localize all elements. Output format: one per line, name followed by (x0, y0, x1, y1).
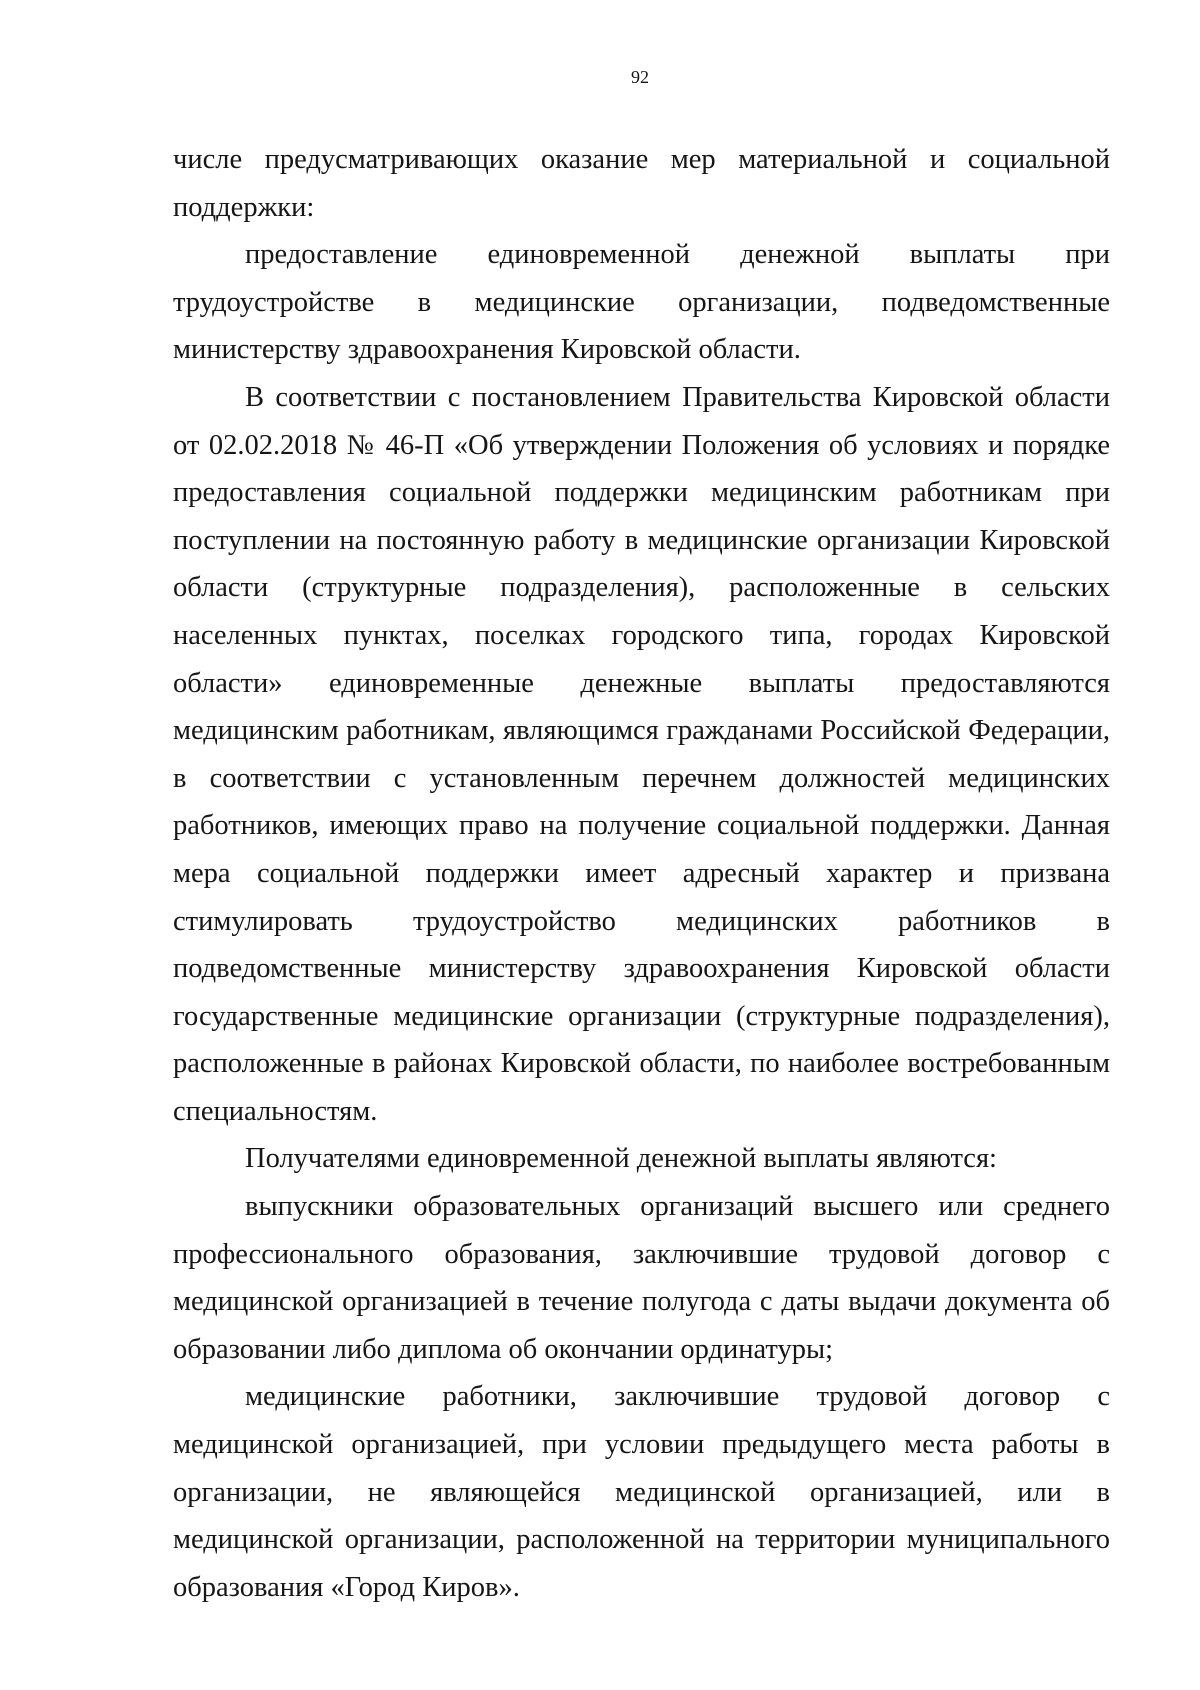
paragraph-payment-provision: предоставление единовременной денежной выплаты при трудоустройстве в медицинские организации, подведомственные министерству здравоохранения Кировской области. (173, 239, 1110, 366)
page-number: 92 (631, 67, 649, 87)
paragraph-medical-workers: медицинские работники, заключившие трудовой договор с медицинской организацией, при условии предыдущего места работы в организации, не являющейся медицинской организацией, или в медицинской организации, расположенной на территории муниципального образования «Город Киров». (173, 1381, 1110, 1603)
paragraph-continuation: числе предусматривающих оказание мер материальной и социальной поддержки: (173, 144, 1110, 223)
paragraph-recipients-intro: Получателями единовременной денежной выплаты являются: (245, 1143, 997, 1175)
paragraph-resolution: В соответствии с постановлением Правительства Кировской области от 02.02.2018 № 46-П «Об утверждении Положения об условиях и порядке предоставления социальной поддержки медицинским работникам при поступлении на постоянную работу в медицинские организации Кировской области (структурные подразделения), расположенные в сельских населенных пунктах, поселках городского типа, городах Кировской области» единовременные денежные выплаты предоставляются медицинским работникам, являющимся гражданами Российской Федерации, в соответствии с установленным перечнем должностей медицинских работников, имеющих право на получение социальной поддержки. Данная мера социальной поддержки имеет адресный характер и призвана стимулировать трудоустройство медицинских работников в подведомственные министерству здравоохранения Кировской области государственные медицинские организации (структурные подразделения), расположенные в районах Кировской области, по наиболее востребованным специальностям. (173, 381, 1110, 1127)
paragraph-graduates: выпускники образовательных организаций высшего или среднего профессионального образования, заключившие трудовой договор с медицинской организацией в течение полугода с даты выдачи документа об образовании либо диплома об окончании ординатуры; (173, 1191, 1110, 1365)
document-body (173, 136, 1110, 1611)
